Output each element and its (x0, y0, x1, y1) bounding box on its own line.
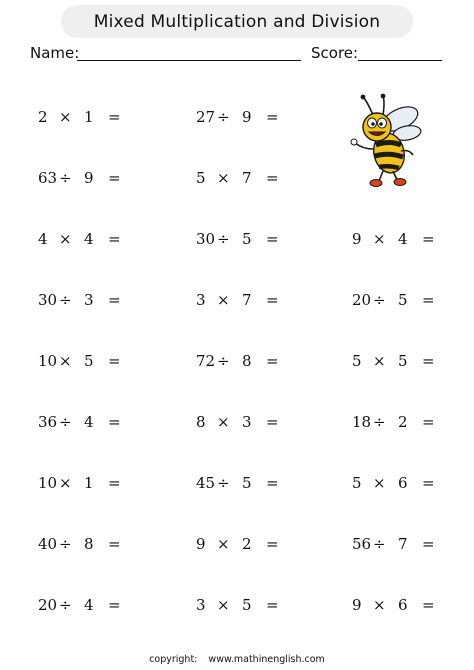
operator: × (217, 413, 230, 431)
operand-2: 1 (84, 474, 94, 492)
equals-sign: = (108, 230, 121, 248)
problem (352, 352, 435, 370)
operand-2: 1 (84, 108, 94, 126)
problem (38, 535, 121, 553)
operand-2: 7 (398, 535, 408, 553)
operand-1: 9 (196, 535, 206, 553)
equals-sign: = (108, 352, 121, 370)
problem (352, 535, 435, 553)
copyright-site: www.mathinenglish.com (208, 654, 325, 665)
operator: × (217, 291, 230, 309)
operand-1: 56 (352, 535, 372, 553)
problem (196, 535, 279, 553)
operand-2: 8 (84, 535, 94, 553)
problem (38, 108, 121, 126)
operand-2: 8 (242, 352, 252, 370)
operator: ÷ (59, 413, 72, 431)
operand-1: 27 (196, 108, 216, 126)
equals-sign: = (266, 474, 279, 492)
operator: × (373, 230, 386, 248)
problem (38, 474, 121, 492)
operand-1: 3 (196, 291, 206, 309)
problem (38, 291, 121, 309)
bee-cartoon-icon (343, 93, 423, 193)
name-label: Name: (30, 44, 80, 62)
operand-2: 5 (84, 352, 94, 370)
operand-2: 4 (84, 413, 94, 431)
operator: × (59, 108, 72, 126)
equals-sign: = (422, 413, 435, 431)
problem (196, 108, 279, 126)
operand-1: 9 (352, 230, 362, 248)
operand-2: 7 (242, 169, 252, 187)
operator: ÷ (59, 291, 72, 309)
operator: ÷ (373, 291, 386, 309)
operand-1: 45 (196, 474, 216, 492)
operand-2: 2 (242, 535, 252, 553)
equals-sign: = (422, 352, 435, 370)
operand-1: 8 (196, 413, 206, 431)
operator: × (59, 474, 72, 492)
operand-2: 4 (84, 596, 94, 614)
operand-1: 20 (38, 596, 58, 614)
name-blank-line (77, 60, 301, 61)
operand-2: 4 (84, 230, 94, 248)
problem (352, 230, 435, 248)
operand-2: 6 (398, 474, 408, 492)
operand-1: 30 (38, 291, 58, 309)
equals-sign: = (422, 230, 435, 248)
operand-2: 5 (398, 352, 408, 370)
operand-2: 5 (242, 230, 252, 248)
operand-2: 6 (398, 596, 408, 614)
operand-1: 40 (38, 535, 58, 553)
equals-sign: = (266, 352, 279, 370)
problem (196, 474, 279, 492)
equals-sign: = (108, 108, 121, 126)
operand-2: 7 (242, 291, 252, 309)
operator: ÷ (59, 596, 72, 614)
operator: ÷ (59, 169, 72, 187)
operator: × (217, 596, 230, 614)
score-blank-line (358, 60, 442, 61)
operand-2: 9 (242, 108, 252, 126)
operand-1: 5 (352, 474, 362, 492)
equals-sign: = (422, 535, 435, 553)
equals-sign: = (108, 474, 121, 492)
equals-sign: = (108, 596, 121, 614)
copyright-label: copyright: (149, 654, 198, 665)
operand-1: 63 (38, 169, 58, 187)
problem (196, 413, 279, 431)
problem (196, 169, 279, 187)
operand-1: 3 (196, 596, 206, 614)
equals-sign: = (266, 169, 279, 187)
operator: ÷ (217, 108, 230, 126)
equals-sign: = (422, 291, 435, 309)
operator: × (59, 352, 72, 370)
operator: ÷ (373, 413, 386, 431)
operand-2: 9 (84, 169, 94, 187)
operator: × (217, 535, 230, 553)
operand-2: 4 (398, 230, 408, 248)
operand-2: 3 (84, 291, 94, 309)
equals-sign: = (108, 413, 121, 431)
equals-sign: = (266, 230, 279, 248)
operand-1: 36 (38, 413, 58, 431)
operand-2: 5 (242, 474, 252, 492)
operand-1: 4 (38, 230, 48, 248)
problem (38, 230, 121, 248)
problem (38, 596, 121, 614)
operator: ÷ (217, 352, 230, 370)
operand-2: 2 (398, 413, 408, 431)
operator: ÷ (217, 474, 230, 492)
equals-sign: = (422, 596, 435, 614)
operand-2: 5 (398, 291, 408, 309)
equals-sign: = (266, 596, 279, 614)
equals-sign: = (108, 291, 121, 309)
worksheet-title: Mixed Multiplication and Division (93, 11, 381, 32)
operator: ÷ (59, 535, 72, 553)
score-label: Score: (311, 44, 359, 62)
operand-1: 20 (352, 291, 372, 309)
problem (196, 596, 279, 614)
operator: ÷ (373, 535, 386, 553)
title-banner (61, 5, 413, 38)
operand-1: 5 (352, 352, 362, 370)
equals-sign: = (108, 169, 121, 187)
equals-sign: = (422, 474, 435, 492)
name-score-row (30, 44, 450, 68)
problem (352, 596, 435, 614)
operator: × (217, 169, 230, 187)
problem (196, 230, 279, 248)
problem (196, 291, 279, 309)
operand-1: 18 (352, 413, 372, 431)
operand-1: 9 (352, 596, 362, 614)
equals-sign: = (266, 108, 279, 126)
problem (352, 413, 435, 431)
problem (38, 169, 121, 187)
operand-1: 2 (38, 108, 48, 126)
operand-2: 3 (242, 413, 252, 431)
problem (352, 291, 435, 309)
operator: × (373, 474, 386, 492)
operator: × (373, 596, 386, 614)
operand-1: 5 (196, 169, 206, 187)
operator: ÷ (217, 230, 230, 248)
problem (38, 352, 121, 370)
operand-1: 30 (196, 230, 216, 248)
copyright-footer (0, 654, 474, 665)
equals-sign: = (266, 535, 279, 553)
operator: × (373, 352, 386, 370)
operand-2: 5 (242, 596, 252, 614)
equals-sign: = (266, 413, 279, 431)
problem (38, 413, 121, 431)
equals-sign: = (266, 291, 279, 309)
operator: × (59, 230, 72, 248)
problem (196, 352, 279, 370)
operand-1: 10 (38, 474, 58, 492)
problem (352, 474, 435, 492)
operand-1: 72 (196, 352, 216, 370)
equals-sign: = (108, 535, 121, 553)
operand-1: 10 (38, 352, 58, 370)
